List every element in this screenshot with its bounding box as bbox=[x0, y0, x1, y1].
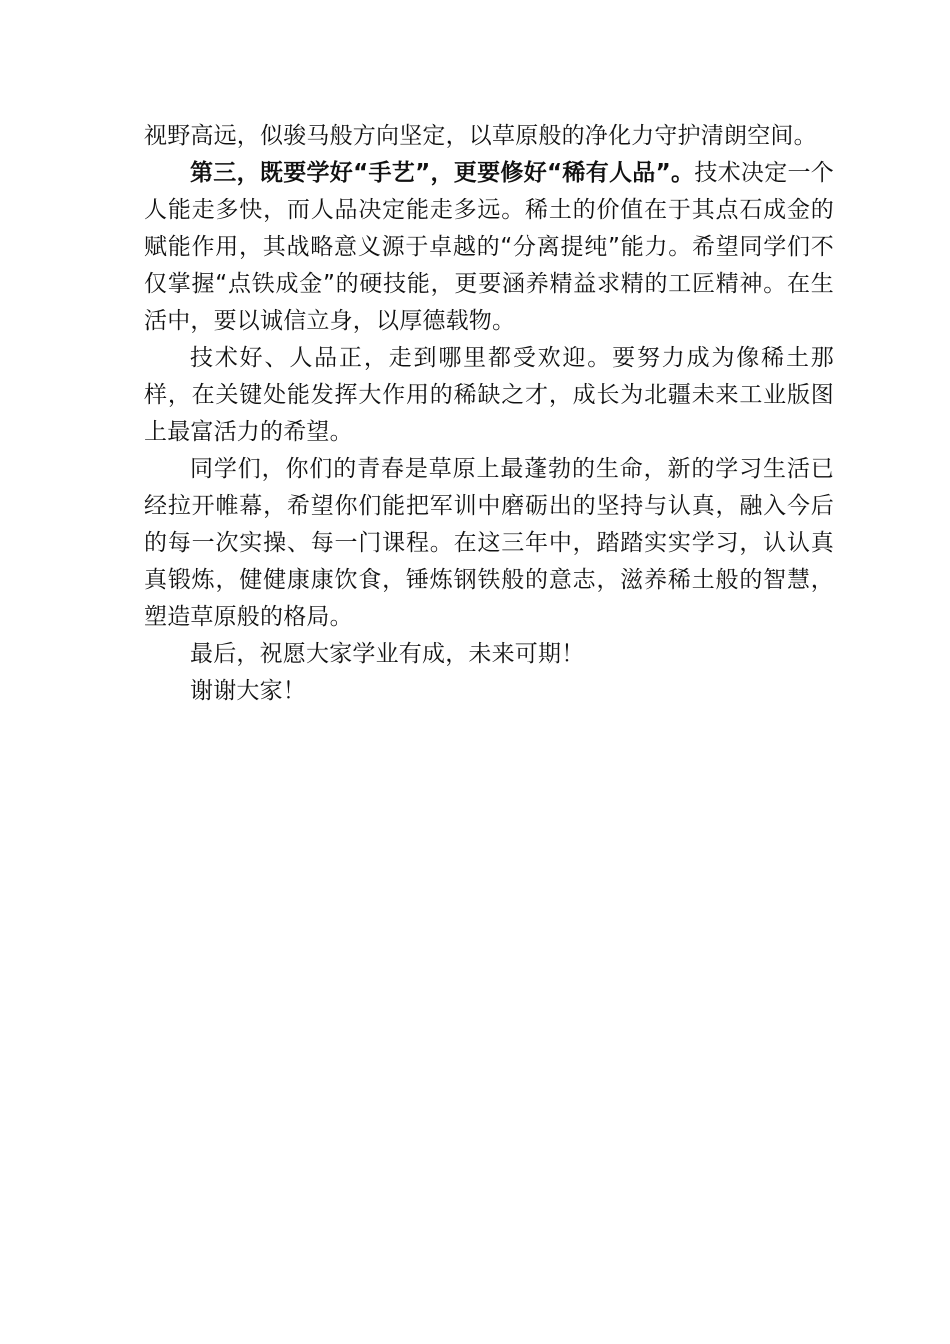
paragraph-wishes bbox=[144, 636, 834, 673]
paragraph-thanks bbox=[144, 673, 834, 710]
paragraph-text: 同学们，你们的青春是草原上最蓬勃的生命，新的学习生活已经拉开帷幕，希望你们能把军训中磨砺出的坚持与认真，融入今后的每一次实操、每一门课程。在这三年中，踏踏实实学习，认认真真锻炼，健健康康饮食，锤炼钢铁般的意志，滋养稀土般的智慧，塑造草原般的格局。 bbox=[144, 456, 834, 630]
document-page bbox=[144, 118, 834, 710]
paragraph-skills-character bbox=[144, 340, 834, 451]
paragraph-text: 视野高远，似骏马般方向坚定，以草原般的净化力守护清朗空间。 bbox=[144, 123, 817, 149]
paragraph-third-point bbox=[144, 155, 834, 340]
paragraph-students bbox=[144, 451, 834, 636]
paragraph-continuation bbox=[144, 118, 834, 155]
paragraph-text: 技术好、人品正，走到哪里都受欢迎。要努力成为像稀土那样，在关键处能发挥大作用的稀缺之才，成长为北疆未来工业版图上最富活力的希望。 bbox=[144, 345, 834, 445]
paragraph-text: 技术决定一个人能走多快，而人品决定能走多远。稀土的价值在于其点石成金的赋能作用，其战略意义源于卓越的“分离提纯”能力。希望同学们不仅掌握“点铁成金”的硬技能，更要涵养精益求精的工匠精神。在生活中，要以诚信立身，以厚德载物。 bbox=[144, 160, 834, 334]
paragraph-heading-bold: 第三，既要学好“手艺”，更要修好“稀有人品”。 bbox=[190, 160, 695, 186]
paragraph-text: 谢谢大家！ bbox=[190, 678, 306, 704]
paragraph-text: 最后，祝愿大家学业有成，未来可期！ bbox=[190, 641, 585, 667]
